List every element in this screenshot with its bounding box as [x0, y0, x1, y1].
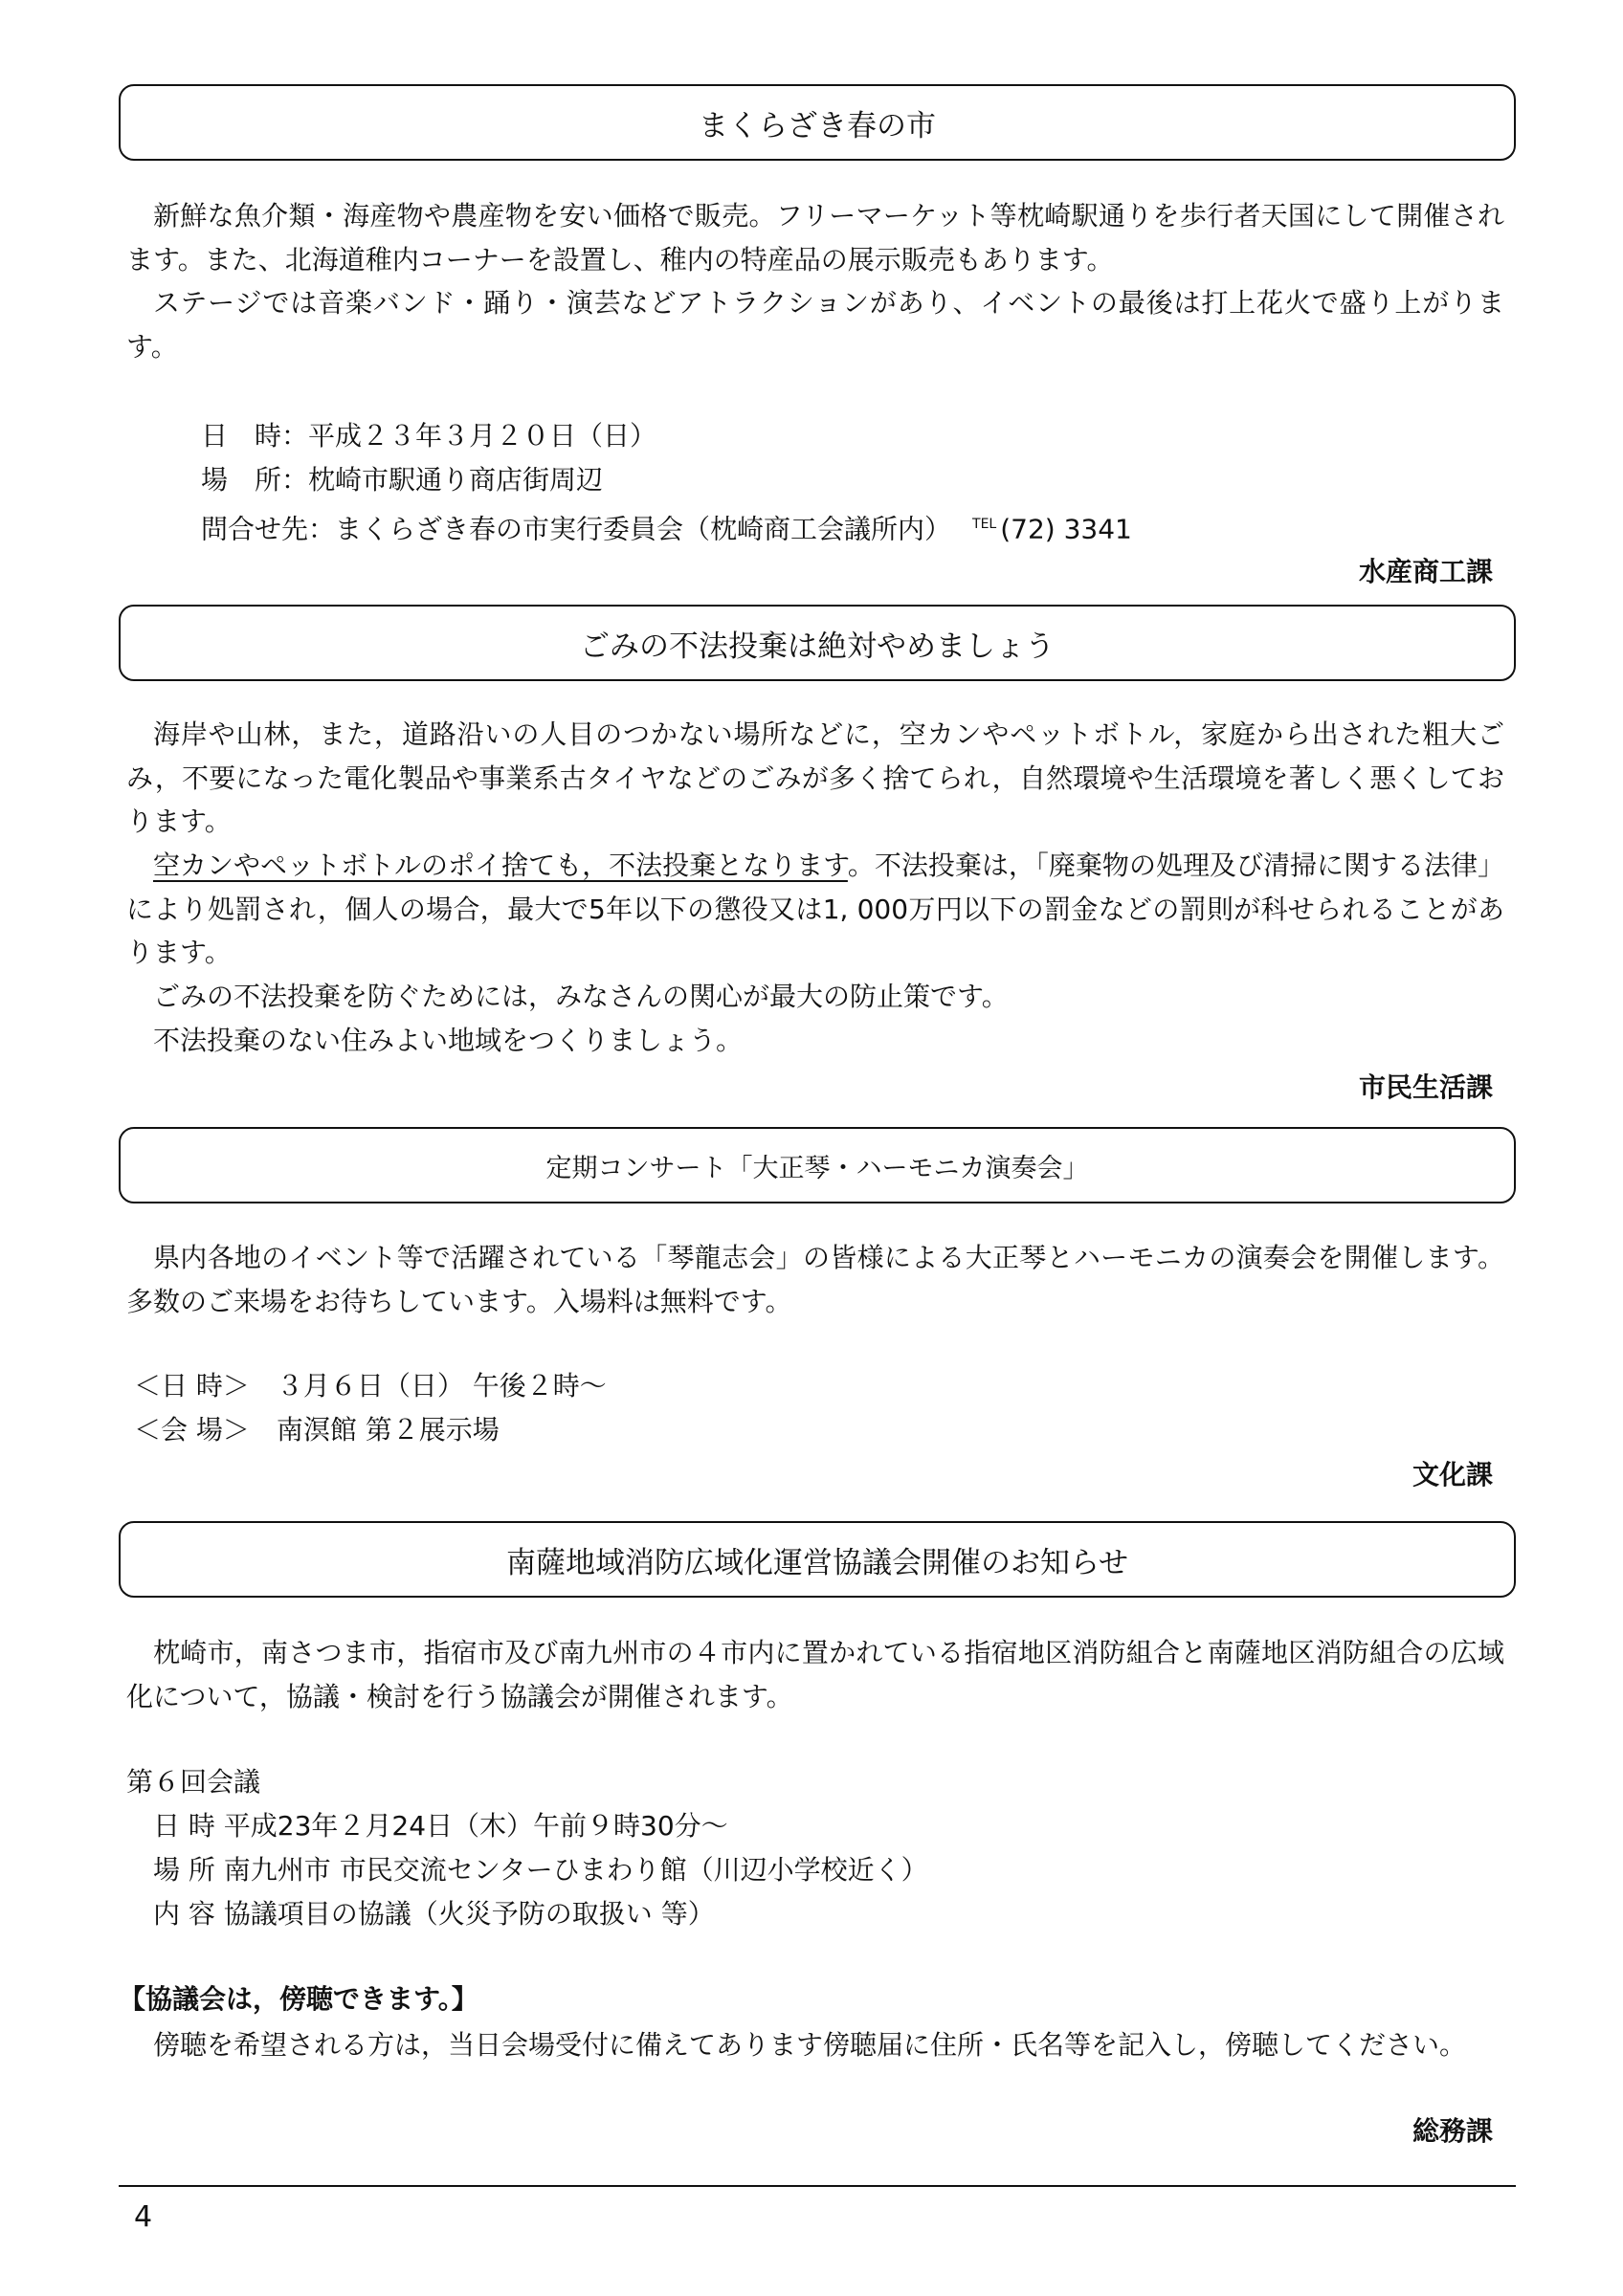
notice-heading: 【協議会は，傍聴できます。】	[119, 1983, 478, 2015]
law-text: 。不法投棄は，「廃棄物の処理及び清掃に関する法律」により処罰され，個人の場合，最大で5年以下の懲役又は1, 000万円以下の罰金などの罰則が科せられることがあります。	[126, 850, 1504, 968]
event-contact	[201, 505, 1132, 548]
concert-date: ＜日 時＞ ３月６日（日） 午後２時～	[134, 1370, 607, 1402]
department-label: 水産商工課	[1358, 556, 1493, 587]
body-paragraph: 新鮮な魚介類・海産物や農産物を安い価格で販売。フリーマーケット等枕崎駅通りを歩行者天国にして開催されます。また、北海道稚内コーナーを設置し、稚内の特産品の展示販売もあります。	[126, 200, 1504, 276]
body-paragraph: 枕崎市，南さつま市，指宿市及び南九州市の４市内に置かれている指宿地区消防組合と南薩地区消防組合の広域化について，協議・検討を行う協議会が開催されます。	[126, 1637, 1504, 1712]
body-paragraph: 傍聴を希望される方は，当日会場受付に備えてあります傍聴届に住所・氏名等を記入し，傍聴してください。	[153, 2029, 1467, 2061]
contact-text: 問合せ先：まくらざき春の市実行委員会（枕崎商工会議所内）	[201, 513, 952, 545]
footer-rule	[119, 2185, 1516, 2187]
meeting-heading: 第６回会議	[126, 1766, 261, 1798]
body-paragraph: 県内各地のイベント等で活躍されている「琴龍志会」の皆様による大正琴とハーモニカの演奏会を開催します。多数のご来場をお待ちしています。入場料は無料です。	[126, 1242, 1504, 1317]
meeting-content: 内 容 協議項目の協議（火災予防の取扱い 等）	[153, 1898, 715, 1930]
section-title-box	[119, 84, 1516, 161]
section-title-box	[119, 605, 1516, 681]
section-title: ごみの不法投棄は絶対やめましょう	[580, 629, 1055, 664]
section-title: まくらざき春の市	[699, 108, 936, 144]
body-paragraph: ステージでは音楽バンド・踊り・演芸などアトラクションがあり、イベントの最後は打上花火で盛り上がります。	[126, 287, 1504, 363]
tel-mark: TEL	[972, 517, 997, 532]
section-title-box	[119, 1521, 1516, 1598]
tel-number: (72) 3341	[1000, 513, 1132, 545]
underlined-warning: 空カンやペットボトルのポイ捨ても，不法投棄となります	[153, 850, 848, 881]
event-date: 日 時：平成２３年３月２０日（日）	[201, 420, 657, 452]
department-label: 総務課	[1412, 2115, 1493, 2147]
body-paragraph: 海岸や山林，また，道路沿いの人目のつかない場所などに，空カンやペットボトル，家庭から出された粗大ごみ，不要になった電化製品や事業系古タイヤなどのごみが多く捨てられ，自然環境や生活環境を著しく悪くしております。	[126, 718, 1504, 837]
meeting-place: 場 所 南九州市 市民交流センターひまわり館（川辺小学校近く）	[153, 1854, 928, 1886]
body-paragraph: 不法投棄のない住みよい地域をつくりましょう。	[153, 1025, 744, 1056]
meeting-date: 日 時 平成23年２月24日（木）午前９時30分～	[153, 1810, 728, 1842]
body-paragraph	[126, 844, 1504, 975]
body-paragraph: ごみの不法投棄を防ぐためには，みなさんの関心が最大の防止策です。	[153, 981, 1009, 1012]
department-label: 文化課	[1412, 1459, 1493, 1490]
page-number: 4	[134, 2200, 153, 2234]
event-place: 場 所：枕崎市駅通り商店街周辺	[201, 464, 604, 496]
section-title: 南薩地域消防広域化運営協議会開催のお知らせ	[505, 1545, 1129, 1580]
department-label: 市民生活課	[1358, 1071, 1493, 1103]
section-title-box	[119, 1127, 1516, 1203]
concert-place: ＜会 場＞ 南溟館 第２展示場	[134, 1414, 500, 1446]
section-title: 定期コンサート「大正琴・ハーモニカ演奏会」	[545, 1153, 1089, 1183]
